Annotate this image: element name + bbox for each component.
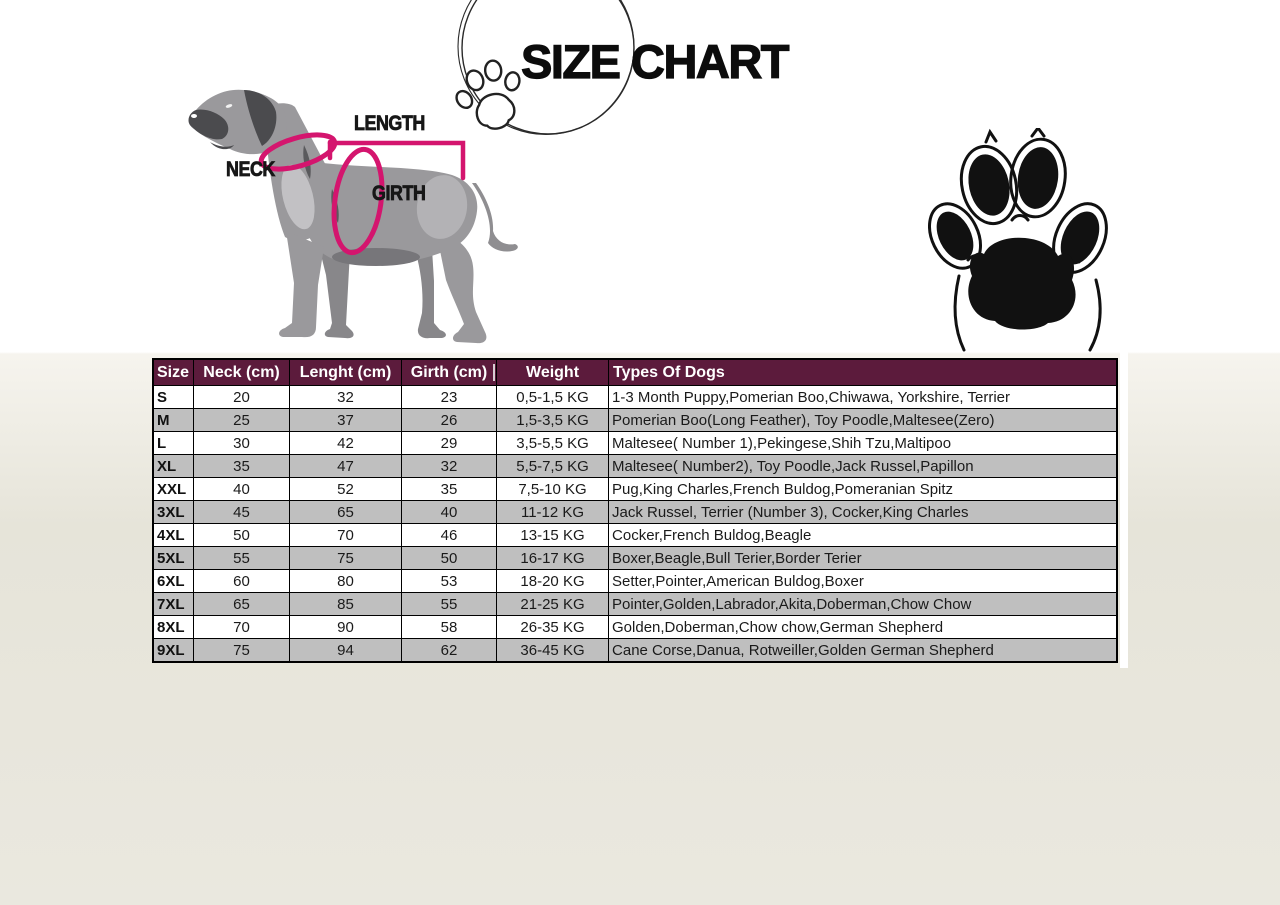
cell-neck: 75 xyxy=(194,639,290,663)
cell-types: Pomerian Boo(Long Feather), Toy Poodle,Maltesee(Zero) xyxy=(609,409,1117,432)
cell-types: Maltesee( Number 1),Pekingese,Shih Tzu,Maltipoo xyxy=(609,432,1117,455)
cell-neck: 20 xyxy=(194,386,290,409)
cell-lenght: 70 xyxy=(290,524,402,547)
cell-girth: 35 xyxy=(402,478,497,501)
cell-girth: 62 xyxy=(402,639,497,663)
cell-weight: 18-20 KG xyxy=(497,570,609,593)
table-row xyxy=(153,616,1117,639)
cell-weight: 16-17 KG xyxy=(497,547,609,570)
cell-neck: 35 xyxy=(194,455,290,478)
header-row xyxy=(153,359,1117,386)
cell-size: 6XL xyxy=(153,570,194,593)
cell-girth: 58 xyxy=(402,616,497,639)
cell-lenght: 90 xyxy=(290,616,402,639)
cell-girth: 26 xyxy=(402,409,497,432)
cell-lenght: 94 xyxy=(290,639,402,663)
cell-girth: 55 xyxy=(402,593,497,616)
cell-lenght: 37 xyxy=(290,409,402,432)
cell-girth: 53 xyxy=(402,570,497,593)
cell-size: XXL xyxy=(153,478,194,501)
cell-size: 3XL xyxy=(153,501,194,524)
cell-weight: 7,5-10 KG xyxy=(497,478,609,501)
column-header-neck: Neck (cm) xyxy=(194,359,290,386)
column-header-girth: Girth (cm) xyxy=(402,359,497,386)
cell-neck: 60 xyxy=(194,570,290,593)
cell-lenght: 52 xyxy=(290,478,402,501)
table-backdrop xyxy=(1120,352,1128,668)
column-header-types: Types Of Dogs xyxy=(609,359,1117,386)
table-row xyxy=(153,639,1117,663)
cell-weight: 0,5-1,5 KG xyxy=(497,386,609,409)
text-cursor xyxy=(493,364,495,381)
cell-size: 9XL xyxy=(153,639,194,663)
cell-size: 7XL xyxy=(153,593,194,616)
table-row xyxy=(153,386,1117,409)
cell-girth: 32 xyxy=(402,455,497,478)
size-table-body xyxy=(153,386,1117,663)
cell-size: M xyxy=(153,409,194,432)
cell-types: Pointer,Golden,Labrador,Akita,Doberman,Chow Chow xyxy=(609,593,1117,616)
cell-types: Maltesee( Number2), Toy Poodle,Jack Russel,Papillon xyxy=(609,455,1117,478)
cell-weight: 13-15 KG xyxy=(497,524,609,547)
cell-neck: 50 xyxy=(194,524,290,547)
cell-size: 8XL xyxy=(153,616,194,639)
cell-size: 5XL xyxy=(153,547,194,570)
cell-types: Pug,King Charles,French Buldog,Pomeranian Spitz xyxy=(609,478,1117,501)
cell-weight: 21-25 KG xyxy=(497,593,609,616)
cell-types: Cocker,French Buldog,Beagle xyxy=(609,524,1117,547)
cell-lenght: 65 xyxy=(290,501,402,524)
cell-types: 1-3 Month Puppy,Pomerian Boo,Chiwawa, Yorkshire, Terrier xyxy=(609,386,1117,409)
table-row xyxy=(153,547,1117,570)
cell-girth: 23 xyxy=(402,386,497,409)
cell-neck: 40 xyxy=(194,478,290,501)
cell-neck: 30 xyxy=(194,432,290,455)
cell-girth: 40 xyxy=(402,501,497,524)
cell-weight: 1,5-3,5 KG xyxy=(497,409,609,432)
cell-girth: 46 xyxy=(402,524,497,547)
length-label: LENGTH xyxy=(354,112,425,135)
page-title: SIZE CHART xyxy=(521,35,788,88)
table-row xyxy=(153,570,1117,593)
paw-print-icon xyxy=(928,128,1133,353)
cell-neck: 55 xyxy=(194,547,290,570)
cell-types: Golden,Doberman,Chow chow,German Shepherd xyxy=(609,616,1117,639)
cell-size: XL xyxy=(153,455,194,478)
cell-neck: 70 xyxy=(194,616,290,639)
cell-neck: 25 xyxy=(194,409,290,432)
cell-weight: 11-12 KG xyxy=(497,501,609,524)
cell-lenght: 80 xyxy=(290,570,402,593)
table-row xyxy=(153,593,1117,616)
girth-label: GIRTH xyxy=(372,182,426,205)
cell-types: Setter,Pointer,American Buldog,Boxer xyxy=(609,570,1117,593)
cell-lenght: 32 xyxy=(290,386,402,409)
table-row xyxy=(153,455,1117,478)
cell-weight: 3,5-5,5 KG xyxy=(497,432,609,455)
table-row xyxy=(153,432,1117,455)
cell-lenght: 42 xyxy=(290,432,402,455)
cell-weight: 36-45 KG xyxy=(497,639,609,663)
cell-lenght: 75 xyxy=(290,547,402,570)
cell-size: S xyxy=(153,386,194,409)
column-header-size: Size xyxy=(153,359,194,386)
table-row xyxy=(153,524,1117,547)
table-row xyxy=(153,478,1117,501)
cell-lenght: 47 xyxy=(290,455,402,478)
column-header-weight: Weight xyxy=(497,359,609,386)
cell-girth: 50 xyxy=(402,547,497,570)
cell-size: 4XL xyxy=(153,524,194,547)
cell-types: Cane Corse,Danua, Rotweiller,Golden German Shepherd xyxy=(609,639,1117,663)
cell-neck: 65 xyxy=(194,593,290,616)
table-row xyxy=(153,409,1117,432)
cell-neck: 45 xyxy=(194,501,290,524)
cell-size: L xyxy=(153,432,194,455)
cell-weight: 5,5-7,5 KG xyxy=(497,455,609,478)
cell-types: Jack Russel, Terrier (Number 3), Cocker,King Charles xyxy=(609,501,1117,524)
cell-weight: 26-35 KG xyxy=(497,616,609,639)
cell-types: Boxer,Beagle,Bull Terier,Border Terier xyxy=(609,547,1117,570)
cell-lenght: 85 xyxy=(290,593,402,616)
neck-label: NECK xyxy=(226,158,275,181)
column-header-lenght: Lenght (cm) xyxy=(290,359,402,386)
size-table xyxy=(152,358,1118,663)
cell-girth: 29 xyxy=(402,432,497,455)
table-row xyxy=(153,501,1117,524)
